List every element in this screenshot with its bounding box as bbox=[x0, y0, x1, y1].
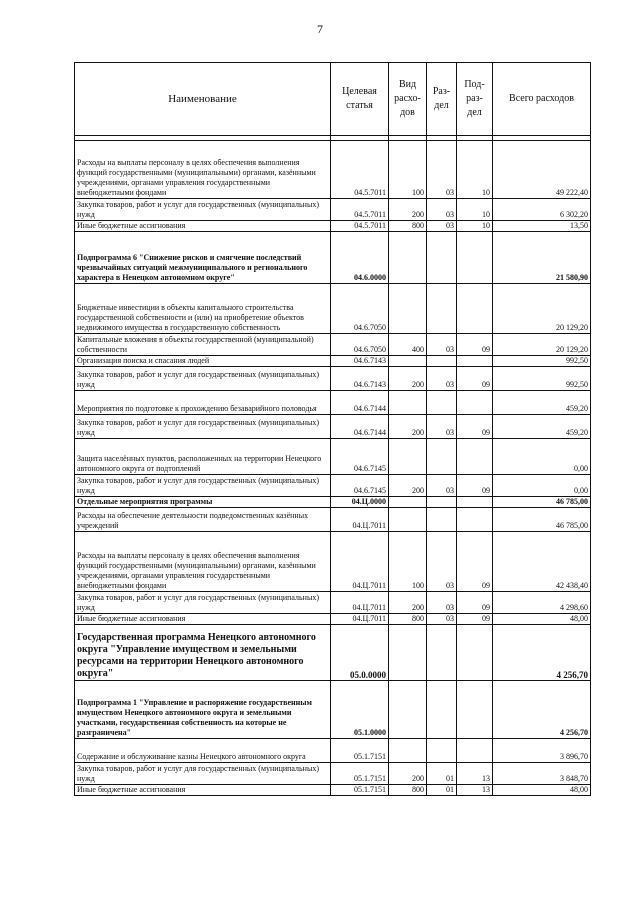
row-section: 03 bbox=[427, 415, 457, 439]
row-target: 04.6.7143 bbox=[331, 356, 389, 367]
row-total: 459,20 bbox=[493, 391, 591, 415]
row-kind: 200 bbox=[389, 592, 427, 614]
row-total: 46 785,00 bbox=[493, 497, 591, 508]
row-section bbox=[427, 356, 457, 367]
row-name: Закупка товаров, работ и услуг для государственных (муниципальных) нужд bbox=[75, 763, 331, 785]
row-name: Расходы на обеспечение деятельности подведомственных казённых учреждений bbox=[75, 508, 331, 532]
row-target: 04.Ц.7011 bbox=[331, 614, 389, 625]
header-kind: Вид расхо-дов bbox=[389, 63, 427, 136]
row-kind: 200 bbox=[389, 367, 427, 391]
row-section bbox=[427, 508, 457, 532]
row-subsection bbox=[457, 356, 493, 367]
table-header-row bbox=[75, 63, 591, 136]
row-target: 05.1.7151 bbox=[331, 763, 389, 785]
row-target: 04.5.7011 bbox=[331, 221, 389, 232]
row-kind: 800 bbox=[389, 614, 427, 625]
row-total: 4 256,70 bbox=[493, 625, 591, 681]
header-section: Раз-дел bbox=[427, 63, 457, 136]
table-row bbox=[75, 532, 591, 592]
row-name: Закупка товаров, работ и услуг для государственных (муниципальных) нужд bbox=[75, 592, 331, 614]
row-target: 04.6.0000 bbox=[331, 232, 389, 284]
row-kind: 800 bbox=[389, 785, 427, 796]
row-section: 03 bbox=[427, 334, 457, 356]
row-name: Содержание и обслуживание казны Ненецкого автономного округа bbox=[75, 739, 331, 763]
table-row bbox=[75, 497, 591, 508]
row-subsection bbox=[457, 625, 493, 681]
table-row bbox=[75, 391, 591, 415]
row-total: 20 129,20 bbox=[493, 284, 591, 334]
row-total: 3 896,70 bbox=[493, 739, 591, 763]
row-target: 04.6.7145 bbox=[331, 439, 389, 475]
row-total: 48,00 bbox=[493, 614, 591, 625]
row-section: 03 bbox=[427, 367, 457, 391]
row-name: Закупка товаров, работ и услуг для государственных (муниципальных) нужд bbox=[75, 367, 331, 391]
row-subsection bbox=[457, 391, 493, 415]
table-row bbox=[75, 141, 591, 199]
table-row bbox=[75, 356, 591, 367]
row-name: Организация поиска и спасания людей bbox=[75, 356, 331, 367]
row-subsection: 13 bbox=[457, 785, 493, 796]
row-total: 48,00 bbox=[493, 785, 591, 796]
row-kind bbox=[389, 497, 427, 508]
row-total: 459,20 bbox=[493, 415, 591, 439]
table-row bbox=[75, 284, 591, 334]
row-section bbox=[427, 681, 457, 739]
row-kind bbox=[389, 508, 427, 532]
table-body bbox=[75, 136, 591, 796]
row-kind bbox=[389, 232, 427, 284]
row-total: 6 302,20 bbox=[493, 199, 591, 221]
row-target: 05.1.0000 bbox=[331, 681, 389, 739]
header-subsection: Под-раз-дел bbox=[457, 63, 493, 136]
row-name: Защита населённых пунктов, расположенных на территории Ненецкого автономного округа от подтоплений bbox=[75, 439, 331, 475]
row-subsection: 09 bbox=[457, 334, 493, 356]
row-target: 04.Ц.7011 bbox=[331, 532, 389, 592]
row-kind: 200 bbox=[389, 199, 427, 221]
row-section: 01 bbox=[427, 763, 457, 785]
row-subsection bbox=[457, 497, 493, 508]
row-total: 992,50 bbox=[493, 367, 591, 391]
row-subsection bbox=[457, 508, 493, 532]
row-subsection: 09 bbox=[457, 532, 493, 592]
header-target: Целевая статья bbox=[331, 63, 389, 136]
row-total: 4 256,70 bbox=[493, 681, 591, 739]
row-kind bbox=[389, 356, 427, 367]
table-row bbox=[75, 508, 591, 532]
row-kind bbox=[389, 681, 427, 739]
row-name: Расходы на выплаты персоналу в целях обеспечения выполнения функций государственными (муниципальными) органами, казёнными учреждениями, органами управления государственными внебюджетными фондами bbox=[75, 532, 331, 592]
row-target: 04.6.7143 bbox=[331, 367, 389, 391]
row-subsection bbox=[457, 284, 493, 334]
row-subsection bbox=[457, 681, 493, 739]
row-name: Закупка товаров, работ и услуг для государственных (муниципальных) нужд bbox=[75, 415, 331, 439]
row-total: 0,00 bbox=[493, 475, 591, 497]
row-subsection bbox=[457, 739, 493, 763]
row-kind: 200 bbox=[389, 475, 427, 497]
row-target: 05.0.0000 bbox=[331, 625, 389, 681]
row-target: 04.5.7011 bbox=[331, 141, 389, 199]
row-target: 04.Ц.7011 bbox=[331, 592, 389, 614]
row-section: 03 bbox=[427, 221, 457, 232]
table-row bbox=[75, 785, 591, 796]
row-target: 05.1.7151 bbox=[331, 739, 389, 763]
row-total: 49 222,40 bbox=[493, 141, 591, 199]
row-subsection: 09 bbox=[457, 475, 493, 497]
row-total: 4 298,60 bbox=[493, 592, 591, 614]
row-section bbox=[427, 391, 457, 415]
row-kind: 800 bbox=[389, 221, 427, 232]
row-target: 04.6.7050 bbox=[331, 334, 389, 356]
row-section: 03 bbox=[427, 532, 457, 592]
row-subsection: 13 bbox=[457, 763, 493, 785]
header-total: Всего расходов bbox=[493, 63, 591, 136]
row-section: 03 bbox=[427, 475, 457, 497]
row-section bbox=[427, 439, 457, 475]
table-row bbox=[75, 334, 591, 356]
row-section bbox=[427, 232, 457, 284]
row-total: 992,50 bbox=[493, 356, 591, 367]
row-kind: 200 bbox=[389, 415, 427, 439]
table-row bbox=[75, 221, 591, 232]
row-target: 04.5.7011 bbox=[331, 199, 389, 221]
row-total: 46 785,00 bbox=[493, 508, 591, 532]
row-section: 03 bbox=[427, 141, 457, 199]
row-section bbox=[427, 284, 457, 334]
row-subsection bbox=[457, 439, 493, 475]
row-target: 04.Ц.7011 bbox=[331, 508, 389, 532]
row-name: Закупка товаров, работ и услуг для государственных (муниципальных) нужд bbox=[75, 199, 331, 221]
row-kind bbox=[389, 284, 427, 334]
table-row bbox=[75, 739, 591, 763]
row-name: Иные бюджетные ассигнования bbox=[75, 221, 331, 232]
row-subsection: 09 bbox=[457, 367, 493, 391]
row-name: Иные бюджетные ассигнования bbox=[75, 785, 331, 796]
row-total: 13,50 bbox=[493, 221, 591, 232]
table-row bbox=[75, 763, 591, 785]
row-name: Бюджетные инвестиции в объекты капитального строительства государственной собственности и (или) на приобретение объектов недвижимого имущества в государственную собственность bbox=[75, 284, 331, 334]
row-name: Иные бюджетные ассигнования bbox=[75, 614, 331, 625]
row-subsection: 10 bbox=[457, 221, 493, 232]
row-kind bbox=[389, 625, 427, 681]
row-total: 20 129,20 bbox=[493, 334, 591, 356]
row-name: Подпрограмма 1 "Управление и распоряжение государственным имуществом Ненецкого автономного округа и земельными участками, государственная собственность на которые не разграничена" bbox=[75, 681, 331, 739]
row-name: Мероприятия по подготовке к прохождению безаварийного половодья bbox=[75, 391, 331, 415]
row-section bbox=[427, 497, 457, 508]
row-subsection bbox=[457, 232, 493, 284]
row-name: Закупка товаров, работ и услуг для государственных (муниципальных) нужд bbox=[75, 475, 331, 497]
row-subsection: 10 bbox=[457, 199, 493, 221]
row-section: 03 bbox=[427, 614, 457, 625]
row-target: 04.6.7144 bbox=[331, 415, 389, 439]
table-row bbox=[75, 415, 591, 439]
row-subsection: 09 bbox=[457, 415, 493, 439]
row-name: Расходы на выплаты персоналу в целях обеспечения выполнения функций государственными (муниципальными) органами, казёнными учреждениями, органами управления государственными внебюджетными фондами bbox=[75, 141, 331, 199]
table-row bbox=[75, 199, 591, 221]
table-row bbox=[75, 475, 591, 497]
row-kind: 100 bbox=[389, 532, 427, 592]
row-name: Отдельные мероприятия программы bbox=[75, 497, 331, 508]
row-name: Подпрограмма 6 "Снижение рисков и смягчение последствий чрезвычайных ситуаций межмуниципального и регионального характера в Ненецком автономном округе" bbox=[75, 232, 331, 284]
table-row bbox=[75, 439, 591, 475]
row-kind: 400 bbox=[389, 334, 427, 356]
budget-table bbox=[74, 62, 591, 796]
table-row bbox=[75, 681, 591, 739]
row-target: 04.6.7144 bbox=[331, 391, 389, 415]
row-total: 0,00 bbox=[493, 439, 591, 475]
row-subsection: 09 bbox=[457, 592, 493, 614]
row-section: 03 bbox=[427, 199, 457, 221]
row-name: Государственная программа Ненецкого автономного округа "Управление имуществом и земельными ресурсами на территории Ненецкого автономного округа" bbox=[75, 625, 331, 681]
row-section bbox=[427, 739, 457, 763]
row-total: 42 438,40 bbox=[493, 532, 591, 592]
row-target: 05.1.7151 bbox=[331, 785, 389, 796]
page-number: 7 bbox=[317, 22, 323, 36]
row-kind bbox=[389, 391, 427, 415]
row-target: 04.6.7050 bbox=[331, 284, 389, 334]
row-kind bbox=[389, 439, 427, 475]
row-name: Капитальные вложения в объекты государственной (муниципальной) собственности bbox=[75, 334, 331, 356]
row-subsection: 10 bbox=[457, 141, 493, 199]
table-row bbox=[75, 625, 591, 681]
row-section bbox=[427, 625, 457, 681]
table-row bbox=[75, 232, 591, 284]
row-kind: 100 bbox=[389, 141, 427, 199]
row-target: 04.6.7145 bbox=[331, 475, 389, 497]
table-row bbox=[75, 367, 591, 391]
row-kind bbox=[389, 739, 427, 763]
header-name: Наименование bbox=[75, 63, 331, 136]
row-kind: 200 bbox=[389, 763, 427, 785]
row-total: 21 580,90 bbox=[493, 232, 591, 284]
row-total: 3 848,70 bbox=[493, 763, 591, 785]
table-row bbox=[75, 614, 591, 625]
row-target: 04.Ц.0000 bbox=[331, 497, 389, 508]
row-subsection: 09 bbox=[457, 614, 493, 625]
row-section: 03 bbox=[427, 592, 457, 614]
table-row bbox=[75, 592, 591, 614]
row-section: 01 bbox=[427, 785, 457, 796]
